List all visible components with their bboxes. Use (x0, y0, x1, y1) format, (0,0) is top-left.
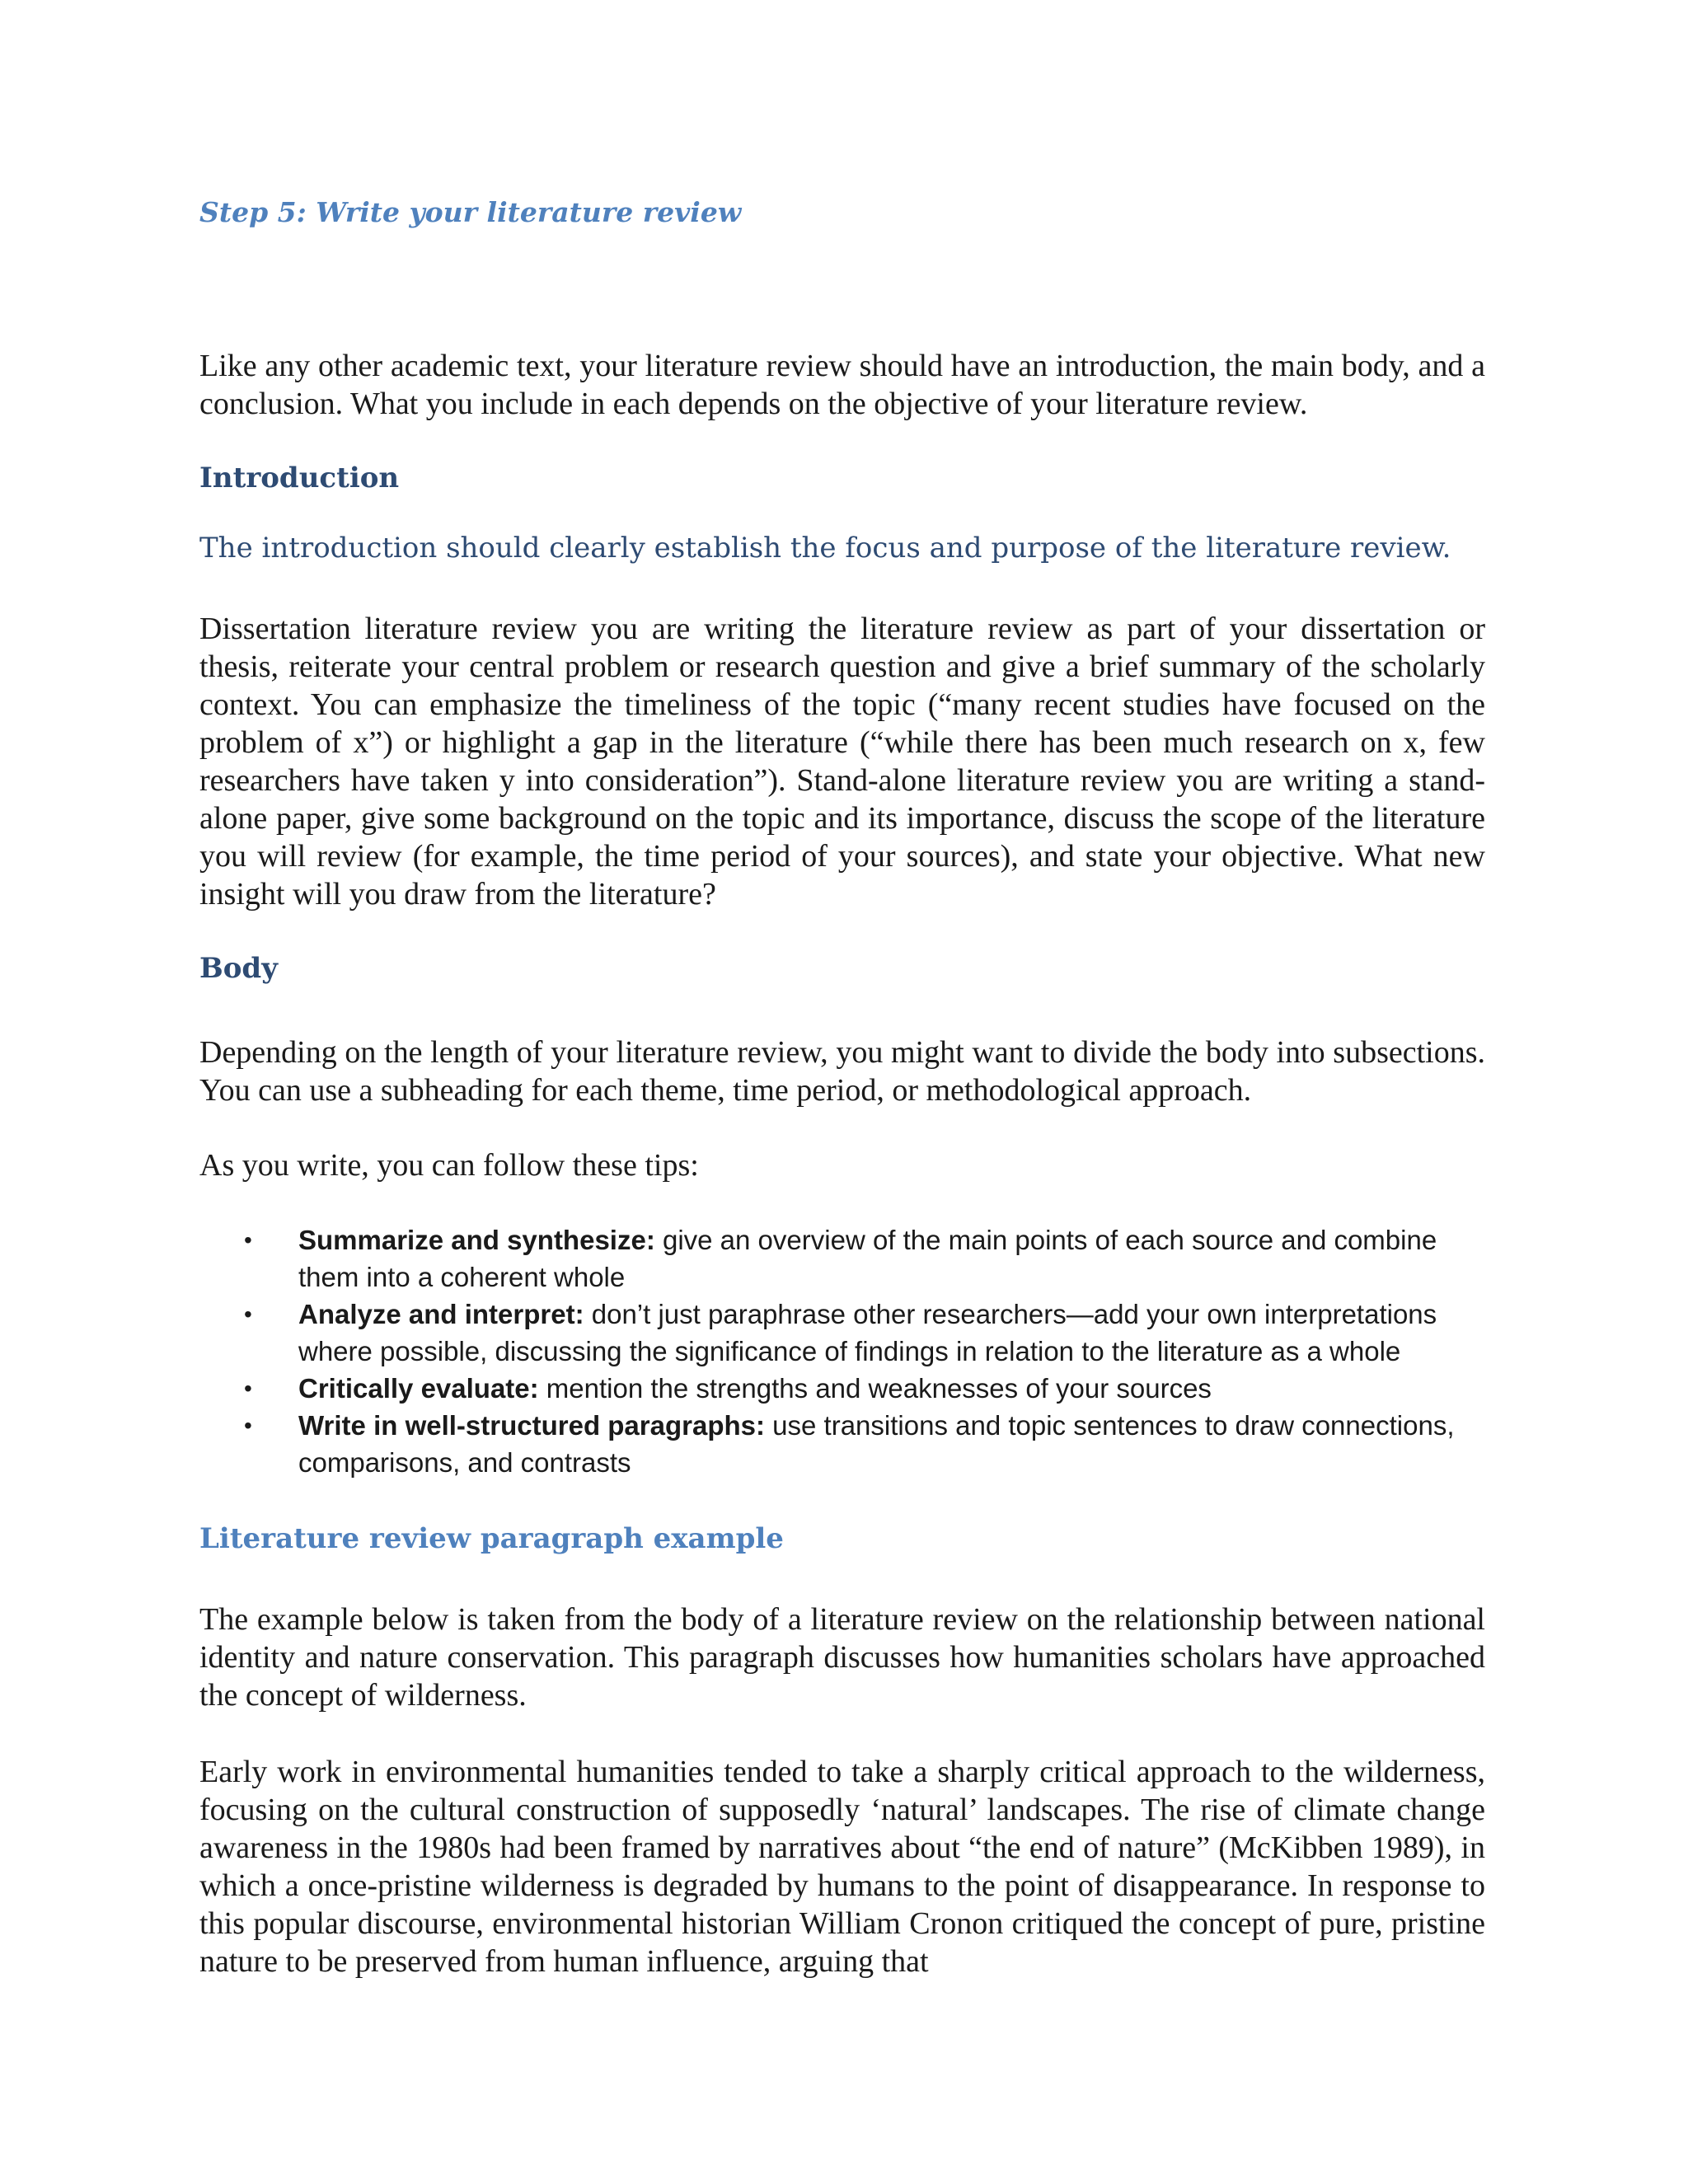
step-heading: Step 5: Write your literature review (199, 196, 742, 228)
tips-list (199, 1221, 1485, 1481)
intro-paragraph: Like any other academic text, your literature review should have an introduction, the main body, and a conclusion. What you include in each depends on the objective of your literature review. (199, 349, 1485, 421)
bullet-icon: • (244, 1413, 252, 1438)
list-item (199, 1407, 1493, 1481)
tip-text: give an overview of the main points of each source and combine them into a coherent whole (298, 1225, 1437, 1292)
body-paragraph: Depending on the length of your literature review, you might want to divide the body into subsections. You can use a subheading for each theme, time period, or methodological approach. (199, 1035, 1485, 1108)
tip-text: use transitions and topic sentences to draw connections, comparisons, and contrasts (298, 1410, 1455, 1478)
bullet-icon: • (244, 1376, 252, 1401)
bullet-icon: • (244, 1227, 252, 1253)
introduction-heading: Introduction (199, 462, 400, 494)
list-item (199, 1370, 1493, 1407)
example-heading: Literature review paragraph example (199, 1522, 784, 1555)
list-item (199, 1221, 1493, 1296)
body-heading: Body (199, 952, 278, 985)
example-paragraph: The example below is taken from the body of a literature review on the relationship between national identity and nature conservation. This paragraph discusses how humanities scholars have approached the concept of wilderness. (199, 1602, 1485, 1713)
tip-lead: Critically evaluate: (298, 1373, 539, 1404)
tips-intro: As you write, you can follow these tips: (199, 1148, 699, 1183)
bullet-icon: • (244, 1301, 252, 1327)
tip-lead: Write in well-structured paragraphs: (298, 1410, 765, 1441)
list-item (199, 1296, 1493, 1370)
tip-text: don’t just paraphrase other researchers—add your own interpretations where possible, discussing the significance of findings in relation to the literature as a whole (298, 1299, 1437, 1366)
tip-lead: Summarize and synthesize: (298, 1225, 655, 1255)
example-excerpt: Early work in environmental humanities tended to take a sharply critical approach to the wilderness, focusing on the cultural construction of supposedly ‘natural’ landscapes. The rise of climate change awareness in the 1980s had been framed by narratives about “the end of nature” (McKibben 1989), in which a once-pristine wilderness is degraded by humans to the point of disappearance. In response to this popular discourse, environmental historian William Cronon critiqued the concept of pure, pristine nature to be preserved from human influence, arguing that (199, 1755, 1485, 1979)
introduction-lead: The introduction should clearly establish the focus and purpose of the literature review. (199, 532, 1451, 565)
tip-text: mention the strengths and weaknesses of your sources (538, 1373, 1212, 1404)
introduction-paragraph: Dissertation literature review you are writing the literature review as part of your dissertation or thesis, reiterate your central problem or research question and give a brief summary of the scholarly context. You can emphasize the timeliness of the topic (“many recent studies have focused on the problem of x”) or highlight a gap in the literature (“while there has been much research on x, few researchers have taken y into consideration”). Stand-alone literature review you are writing a stand-alone paper, give some background on the topic and its importance, discuss the scope of the literature you will review (for example, the time period of your sources), and state your objective. What new insight will you draw from the literature? (199, 612, 1485, 912)
tip-lead: Analyze and interpret: (298, 1299, 584, 1329)
